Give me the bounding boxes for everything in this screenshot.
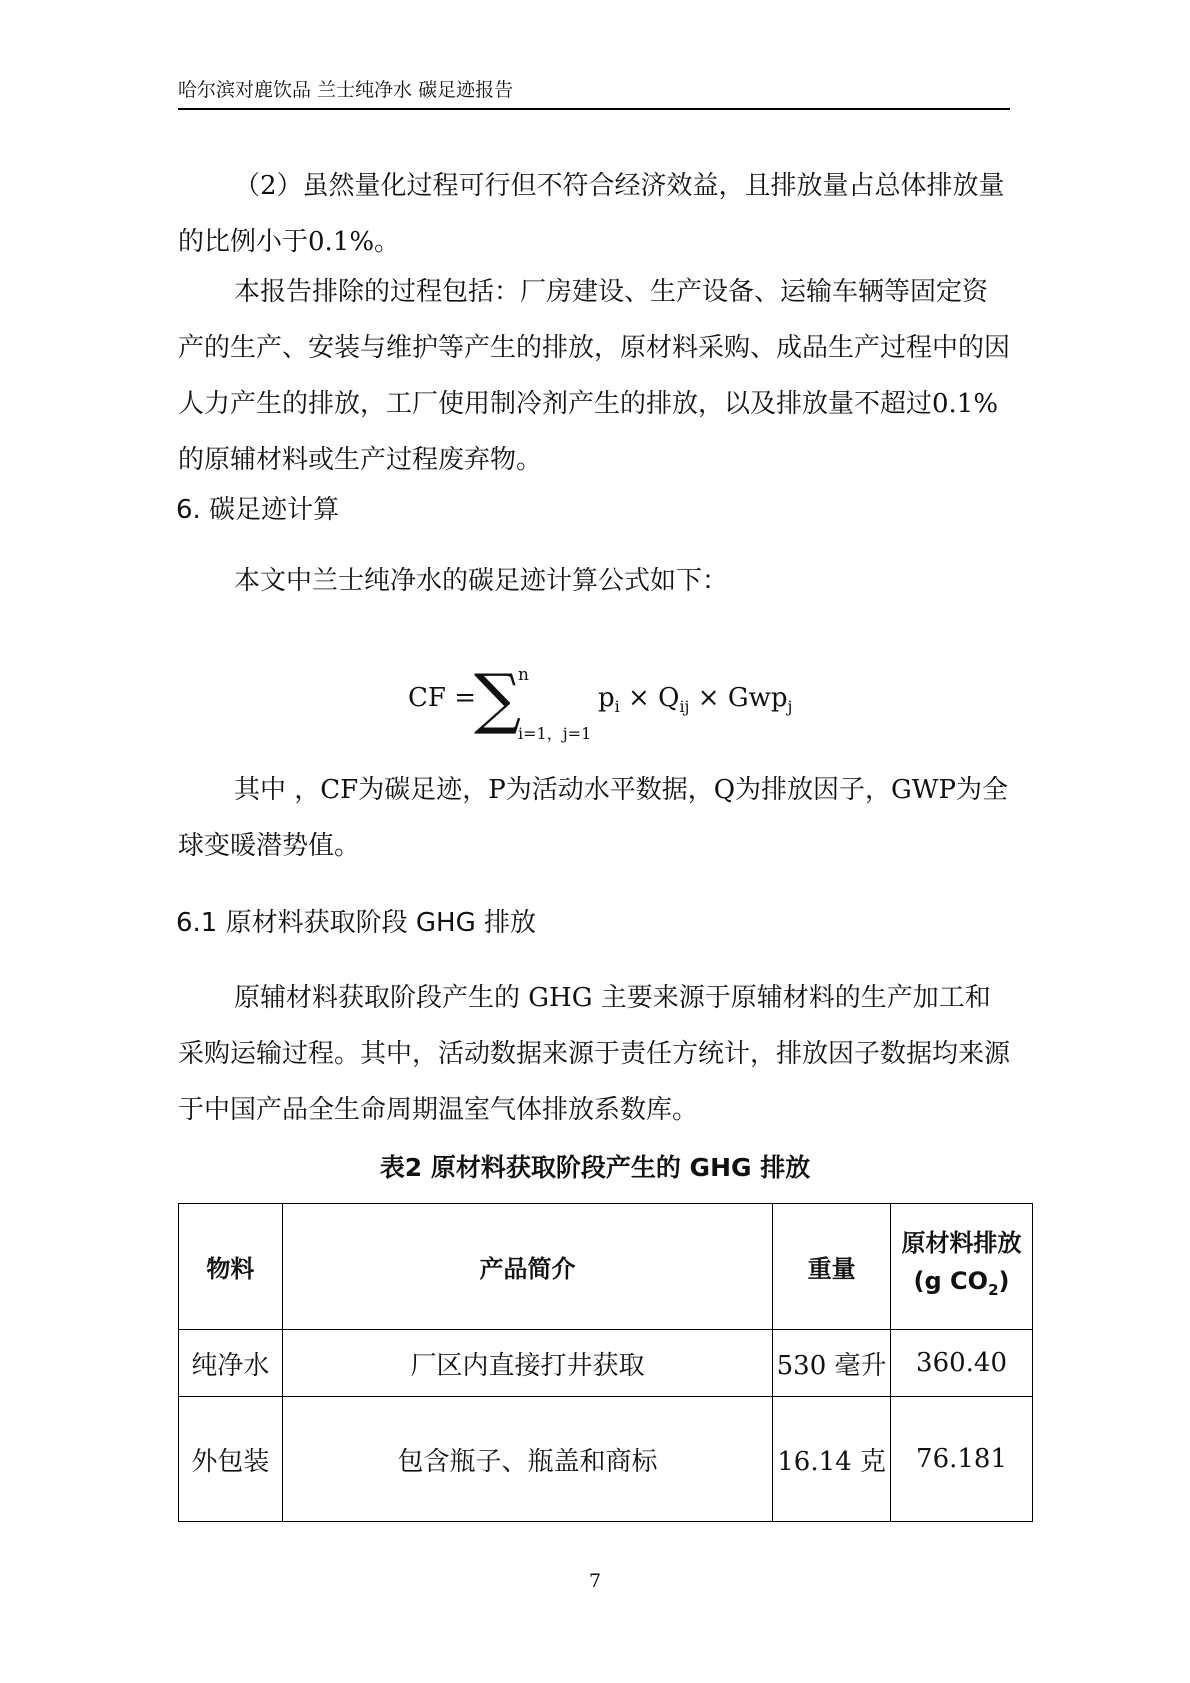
- summation-upper-limit: n: [518, 665, 529, 685]
- cell-material: 纯净水: [179, 1330, 283, 1397]
- section-heading-6-1: 6.1 原材料获取阶段 GHG 排放: [176, 908, 536, 938]
- term-q: Q: [658, 683, 680, 713]
- header-material: 物料: [179, 1204, 283, 1330]
- header-emission: [891, 1204, 1033, 1330]
- term-p-subscript: i: [614, 697, 620, 717]
- unit-prefix: (g CO: [913, 1267, 989, 1296]
- cell-description: 包含瓶子、瓶盖和商标: [282, 1397, 772, 1522]
- header-weight: 重量: [773, 1204, 891, 1330]
- cell-emission: 360.40: [891, 1330, 1033, 1397]
- cell-emission: 76.181: [891, 1397, 1033, 1522]
- term-q-subscript: ij: [679, 697, 690, 717]
- unit-suffix: ): [998, 1267, 1010, 1296]
- carbon-footprint-formula: [408, 660, 808, 745]
- cell-weight: 16.14 克: [773, 1397, 891, 1522]
- paragraph-raw-material-sources: 原辅材料获取阶段产生的 GHG 主要来源于原辅材料的生产加工和采购运输过程。其中，活动数据来源于责任方统计，排放因子数据均来源于中国产品全生命周期温室气体排放系数库。: [178, 983, 1011, 1125]
- cell-description: 厂区内直接打井获取: [282, 1330, 772, 1397]
- paragraph-exclusion-criterion-2: （2）虽然量化过程可行但不符合经济效益，且排放量占总体排放量的比例小于0.1%。: [178, 171, 1005, 257]
- header-emission-title: 原材料排放: [901, 1229, 1022, 1258]
- cell-weight: 530 毫升: [773, 1330, 891, 1397]
- table-row: [179, 1330, 1033, 1397]
- table-caption: 表2 原材料获取阶段产生的 GHG 排放: [379, 1153, 811, 1182]
- summation-lower-limit: i=1，j=1: [518, 724, 592, 743]
- table-row: [179, 1397, 1033, 1522]
- header-emission-unit: [891, 1262, 1032, 1309]
- summation-symbol: ∑: [474, 660, 522, 737]
- paragraph-excluded-processes: 本报告排除的过程包括：厂房建设、生产设备、运输车辆等固定资产的生产、安装与维护等产生的排放，原材料采购、成品生产过程中的因人力产生的排放，工厂使用制冷剂产生的排放，以及排放量不超过0.1%的原辅材料或生产过程废弃物。: [178, 277, 1011, 475]
- unit-subscript: 2: [988, 1280, 999, 1299]
- times-sign-2: ×: [697, 683, 720, 713]
- header-description: 产品简介: [282, 1204, 772, 1330]
- paragraph-formula-legend: 其中 ，CF为碳足迹，P为活动水平数据，Q为排放因子，GWP为全球变暖潜势值。: [178, 775, 1008, 861]
- section-heading-6: 6. 碳足迹计算: [176, 495, 340, 525]
- formula-terms: [598, 683, 792, 716]
- term-gwp-subscript: j: [787, 697, 793, 717]
- page-number: 7: [588, 1570, 602, 1592]
- header-title: 哈尔滨对鹿饮品 兰士纯净水 碳足迹报告: [178, 79, 514, 101]
- formula-lhs: CF =: [408, 683, 476, 713]
- term-gwp: Gwp: [727, 683, 788, 713]
- paragraph-formula-intro: 本文中兰士纯净水的碳足迹计算公式如下：: [234, 566, 729, 596]
- cell-material: 外包装: [179, 1397, 283, 1522]
- term-p: p: [598, 683, 615, 713]
- ghg-emission-table: [178, 1203, 1033, 1522]
- page-header: [178, 76, 1010, 110]
- times-sign-1: ×: [628, 683, 650, 713]
- table-header-row: [179, 1204, 1033, 1330]
